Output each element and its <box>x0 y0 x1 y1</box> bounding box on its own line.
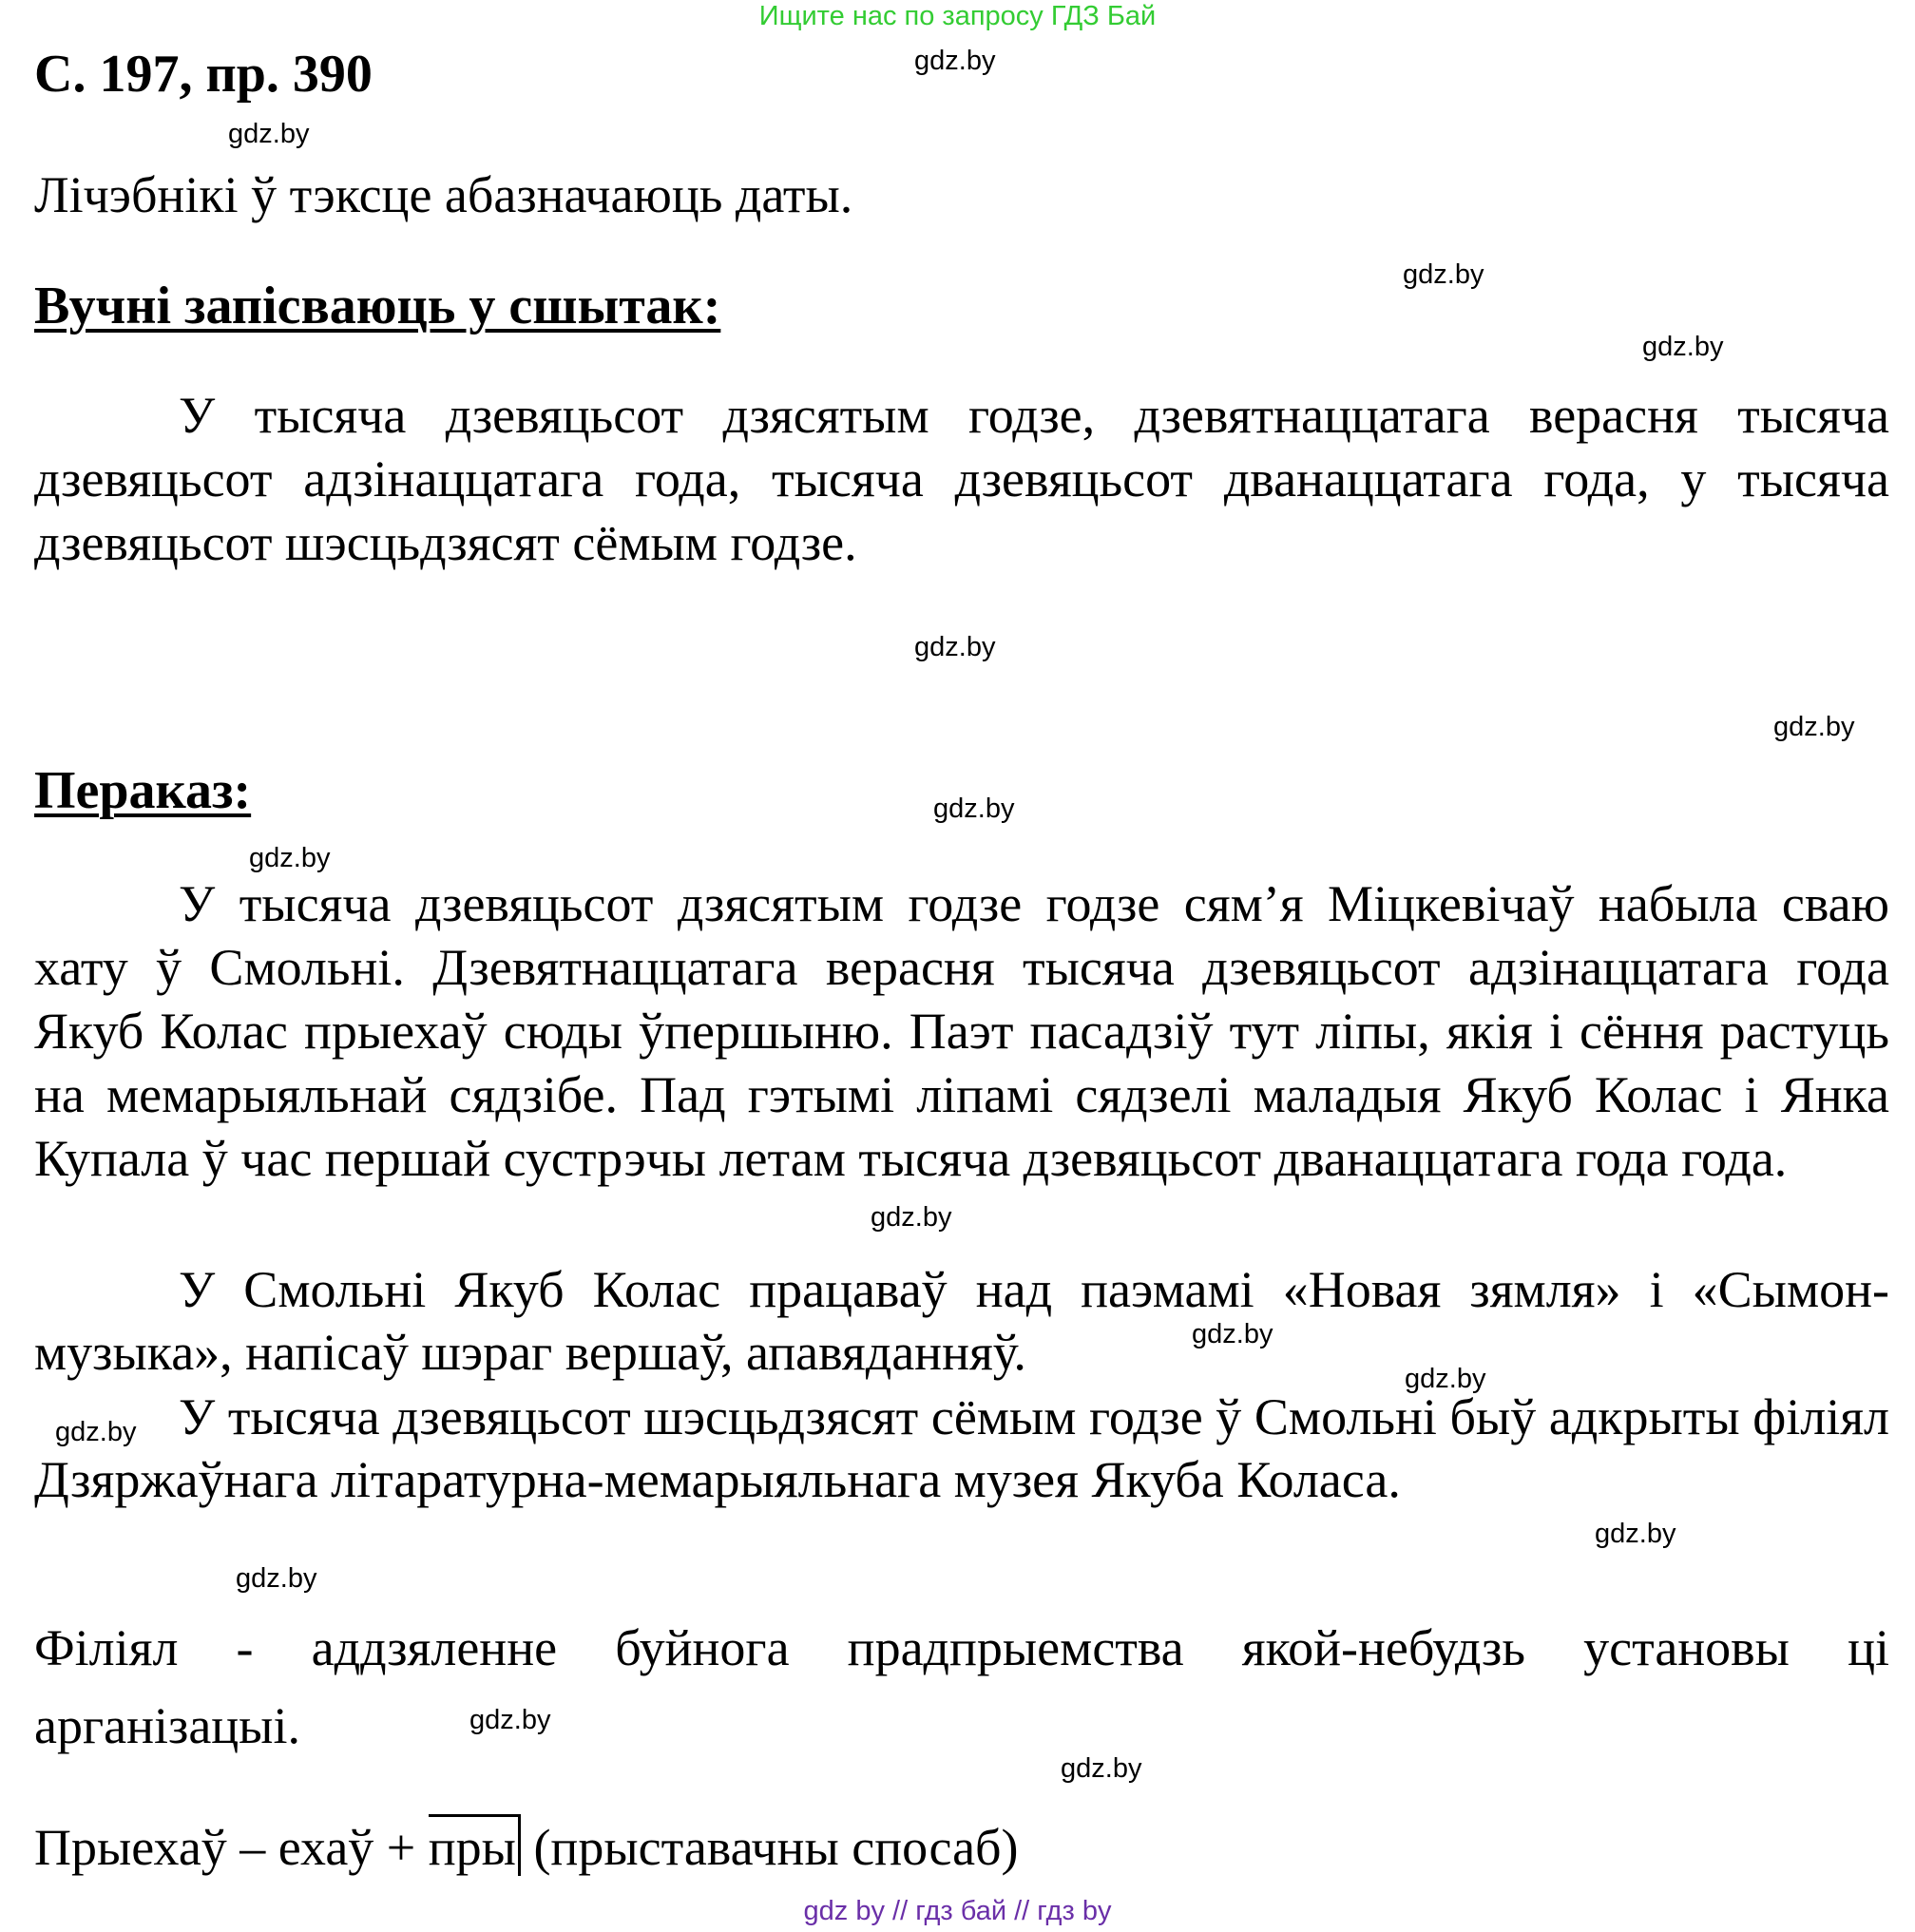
word-formation-base: Прыехаў – ехаў + <box>34 1819 429 1876</box>
watermark: gdz.by <box>55 1417 137 1447</box>
watermark: gdz.by <box>1595 1519 1676 1549</box>
watermark: gdz.by <box>914 46 996 76</box>
page-title: С. 197, пр. 390 <box>34 45 373 104</box>
retelling-paragraph-3: У тысяча дзевяцьсот шэсцьдзясят сёмым годзе ў Смольні быў адкрыты філіял Дзяржаўнага літаратурна-мемарыяльнага музея Якуба Коласа. <box>34 1388 1889 1508</box>
watermark: gdz.by <box>1405 1364 1486 1394</box>
promo-banner[interactable]: Ищите нас по запросу ГДЗ Бай <box>758 1 1157 31</box>
watermark: gdz.by <box>1773 712 1855 742</box>
watermark: gdz.by <box>1061 1753 1142 1784</box>
watermark: gdz.by <box>469 1705 551 1735</box>
watermark: gdz.by <box>871 1202 952 1233</box>
retelling-paragraph-2: У Смольні Якуб Колас працаваў над паэмамі «Новая зямля» і «Сымон-музыка», напісаў шэраг вершаў, апавяданняў. <box>34 1261 1889 1381</box>
definition-line-2: арганізацыі. <box>34 1697 300 1754</box>
watermark: gdz.by <box>1403 259 1484 290</box>
retelling-paragraph-1: У тысяча дзевяцьсот дзясятым годзе годзе сям’я Міцкевічаў набыла сваю хату ў Смольні. Дзевятнаццатага верасня тысяча дзевяцьсот адзінаццатага года Якуб Колас прыехаў сюды ўпершыню. Паэт пасадзіў тут ліпы, якія і сёння растуць на мемарыяльнай сядзібе. Пад гэтымі ліпамі сядзелі маладыя Якуб Колас і Янка Купала ў час першай сустрэчы летам тысяча дзевяцьсот дванаццатага года года. <box>34 875 1889 1187</box>
prefix-mark: пры <box>429 1814 521 1876</box>
section-heading-retelling: Пераказ: <box>34 761 252 820</box>
watermark: gdz.by <box>933 794 1015 824</box>
watermark: gdz.by <box>249 843 331 873</box>
word-formation <box>34 1817 1019 1878</box>
notebook-paragraph: У тысяча дзевяцьсот дзясятым годзе, дзевятнаццатага верасня тысяча дзевяцьсот адзінаццатага года, тысяча дзевяцьсот дванаццатага года, у тысяча дзевяцьсот шэсцьдзясят сёмым годзе. <box>34 387 1889 571</box>
section-heading-notebook: Вучні запісваюць у сшытак: <box>34 277 721 335</box>
watermark: gdz.by <box>914 632 996 662</box>
watermark: gdz.by <box>1642 332 1724 362</box>
intro-text: Лічэбнікі ў тэксце абазначаюць даты. <box>34 166 853 223</box>
word-formation-method: (прыставачны спосаб) <box>520 1819 1019 1876</box>
watermark: gdz.by <box>1192 1319 1273 1349</box>
watermark: gdz.by <box>236 1563 317 1594</box>
watermark: gdz.by <box>228 119 310 149</box>
definition-line-1: Філіял - аддзяленне буйнога прадпрыемства якой-небудзь установы ці <box>34 1619 1889 1676</box>
footer-links[interactable]: gdz by // гдз бай // гдз by <box>803 1896 1112 1926</box>
